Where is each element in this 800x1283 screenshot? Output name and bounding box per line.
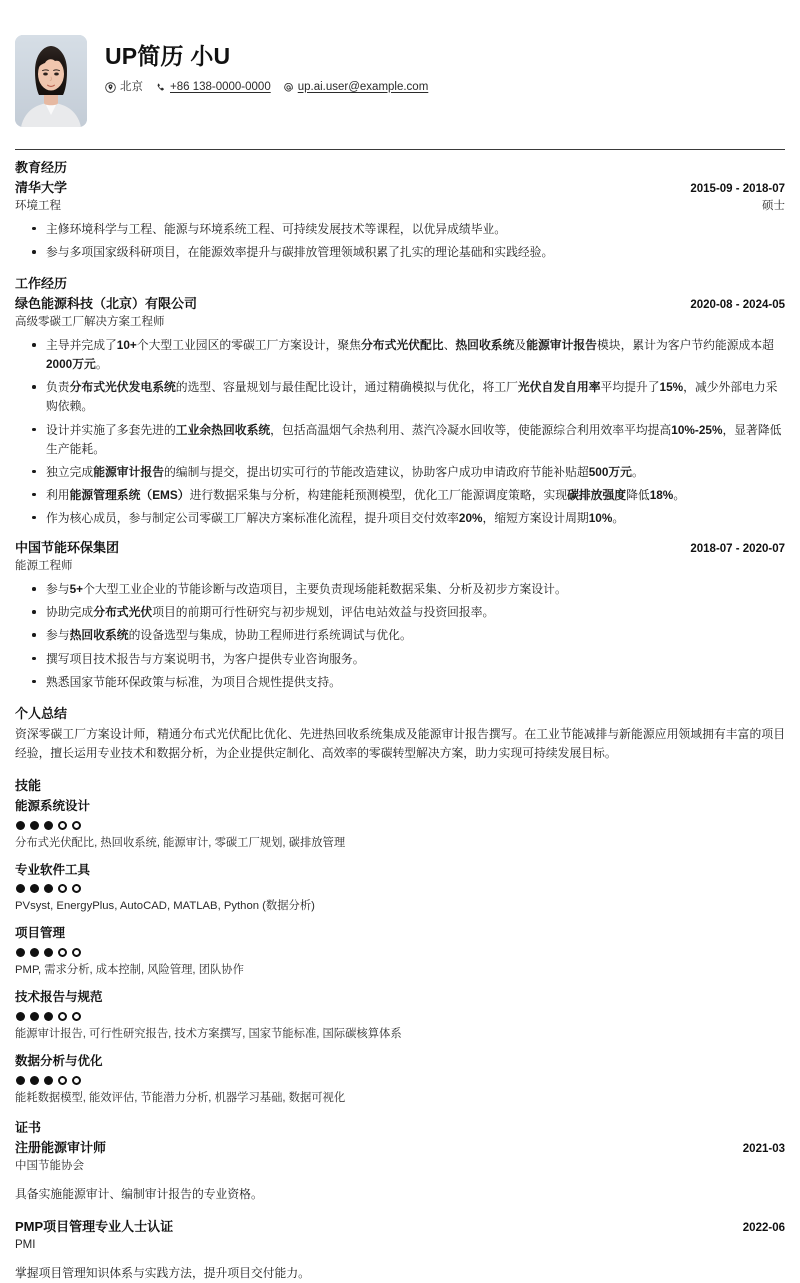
- certificate-entry: [15, 1218, 785, 1283]
- resume-header: [15, 0, 785, 127]
- contact-list: [105, 82, 785, 94]
- skill-tags: PMP, 需求分析, 成本控制, 风险管理, 团队协作: [15, 964, 244, 977]
- skill-name: 技术报告与规范: [15, 990, 103, 1005]
- bullet-item: 主导并完成了10+个大型工业园区的零碳工厂方案设计，聚焦分布式光伏配比、热回收系统及能源审计报告模块，累计为客户节约能源成本超2000万元。: [15, 336, 785, 374]
- work-entry: [15, 539, 785, 692]
- education-major: 环境工程: [15, 199, 61, 212]
- bullet-item: 参与5+个大型工业企业的节能诊断与改造项目，主要负责现场能耗数据采集、分析及初步方案设计。: [15, 580, 785, 599]
- contact-email-text[interactable]: up.ai.user@example.com: [297, 80, 429, 93]
- skill-block: [15, 861, 785, 916]
- skill-level-dots: [16, 1012, 785, 1021]
- skill-dot-filled: [16, 884, 25, 893]
- certificate-description: 具备实施能源审计、编制审计报告的专业资格。: [15, 1187, 263, 1202]
- contact-location-text: 北京: [120, 80, 143, 93]
- skill-name: 能源系统设计: [15, 799, 91, 814]
- bullet-item: 熟悉国家节能环保政策与标准，为项目合规性提供支持。: [15, 673, 785, 692]
- skill-dot-empty: [58, 884, 67, 893]
- skill-dot-filled: [16, 1076, 25, 1085]
- skill-dot-empty: [72, 1076, 81, 1085]
- bullet-item: 主修环境科学与工程、能源与环境系统工程、可持续发展技术等课程，以优异成绩毕业。: [15, 220, 785, 239]
- skill-dot-filled: [44, 948, 53, 957]
- bullet-item: 设计并实施了多套先进的工业余热回收系统，包括高温烟气余热利用、蒸汽冷凝水回收等，使能源综合利用效率平均提高10%-25%，显著降低生产能耗。: [15, 421, 785, 459]
- work-company: 绿色能源科技（北京）有限公司: [15, 296, 198, 311]
- skill-block: [15, 988, 785, 1043]
- certificate-date: 2022-06: [742, 1222, 785, 1235]
- skill-dot-filled: [16, 821, 25, 830]
- work-company: 中国节能环保集团: [15, 540, 120, 556]
- skill-tags: 能源审计报告, 可行性研究报告, 技术方案撰写, 国家节能标准, 国际碳核算体系: [15, 1027, 402, 1040]
- summary-text: 资深零碳工厂方案设计师，精通分布式光伏配比优化、先进热回收系统集成及能源审计报告撰写。在工业节能减排与新能源应用领域拥有丰富的项目经验，擅长运用专业技术和数据分析，为企业提供定制化、高效率的零碳转型解决方案，助力实现可持续发展目标。: [15, 726, 785, 761]
- education-entries: [15, 179, 785, 262]
- skill-level-dots: [16, 884, 785, 893]
- bullet-item: 利用能源管理系统（EMS）进行数据采集与分析，构建能耗预测模型，优化工厂能源调度策略，实现碳排放强度降低18%。: [15, 486, 785, 505]
- work-bullets: [15, 580, 785, 692]
- section-certificates: [15, 1119, 785, 1283]
- certificate-date: 2021-03: [742, 1143, 785, 1156]
- section-education: [15, 159, 785, 262]
- skill-level-dots: [16, 948, 785, 957]
- education-degree: 硕士: [762, 199, 785, 212]
- certificate-header: [15, 1218, 785, 1237]
- contact-phone[interactable]: [155, 82, 271, 94]
- work-entries: [15, 295, 785, 692]
- section-title-skills: 技能: [15, 778, 42, 794]
- certificate-issuer: PMI: [15, 1239, 36, 1252]
- skill-dot-empty: [72, 1012, 81, 1021]
- education-bullets: [15, 220, 785, 262]
- skill-dot-filled: [16, 948, 25, 957]
- section-title-certificates: 证书: [15, 1120, 42, 1136]
- work-bullets: [15, 336, 785, 528]
- skill-block: [15, 924, 785, 979]
- skill-dot-filled: [44, 1076, 53, 1085]
- section-skills: [15, 777, 785, 1106]
- header-text-block: [105, 35, 785, 93]
- education-entry-subheader: [15, 198, 785, 215]
- skill-name: 数据分析与优化: [15, 1053, 103, 1068]
- skill-tags: 分布式光伏配比, 热回收系统, 能源审计, 零碳工厂规划, 碳排放管理: [15, 836, 346, 849]
- work-entry: [15, 295, 785, 528]
- section-summary: [15, 705, 785, 764]
- bullet-item: 协助完成分布式光伏项目的前期可行性研究与初步规划，评估电站效益与投资回报率。: [15, 603, 785, 622]
- skill-dot-empty: [58, 1012, 67, 1021]
- skill-level-dots: [16, 821, 785, 830]
- work-entry-header: [15, 295, 785, 314]
- skill-dot-filled: [44, 884, 53, 893]
- bullet-item: 撰写项目技术报告与方案说明书，为客户提供专业咨询服务。: [15, 650, 785, 669]
- bullet-item: 独立完成能源审计报告的编制与提交，提出切实可行的节能改造建议，协助客户成功申请政府节能补贴超500万元。: [15, 463, 785, 482]
- at-email-icon: [283, 82, 294, 93]
- education-date: 2015-09 - 2018-07: [690, 182, 785, 195]
- education-entry-header: [15, 179, 785, 198]
- skill-dot-filled: [30, 1012, 39, 1021]
- certificate-entry: [15, 1139, 785, 1204]
- phone-icon: [155, 82, 166, 93]
- skill-dot-empty: [72, 884, 81, 893]
- education-school: 清华大学: [15, 179, 68, 195]
- skill-dot-filled: [44, 1012, 53, 1021]
- section-work-experience: [15, 275, 785, 692]
- skill-dot-empty: [58, 948, 67, 957]
- bullet-item: 作为核心成员，参与制定公司零碳工厂解决方案标准化流程，提升项目交付效率20%，缩短方案设计周期10%。: [15, 509, 785, 528]
- location-pin-icon: [105, 82, 116, 93]
- skill-name: 项目管理: [15, 926, 66, 941]
- skill-dot-empty: [72, 821, 81, 830]
- skill-dot-filled: [44, 821, 53, 830]
- skill-dot-filled: [16, 1012, 25, 1021]
- bullet-item: 负责分布式光伏发电系统的选型、容量规划与最佳配比设计，通过精确模拟与优化，将工厂光伏自发自用率平均提升了15%，减少外部电力采购依赖。: [15, 378, 785, 416]
- education-entry: [15, 179, 785, 262]
- contact-phone-text[interactable]: +86 138-0000-0000: [170, 80, 271, 93]
- skill-dot-filled: [30, 948, 39, 957]
- certificate-description: 掌握项目管理知识体系与实践方法，提升项目交付能力。: [15, 1266, 310, 1281]
- certificate-header: [15, 1139, 785, 1158]
- skill-level-dots: [16, 1076, 785, 1085]
- work-date: 2020-08 - 2024-05: [690, 299, 785, 311]
- skill-tags: PVsyst, EnergyPlus, AutoCAD, MATLAB, Python (数据分析): [15, 900, 315, 913]
- skill-dot-filled: [30, 1076, 39, 1085]
- skill-dot-filled: [30, 821, 39, 830]
- skill-block: [15, 1052, 785, 1107]
- skill-name: 专业软件工具: [15, 862, 91, 877]
- header-divider: [15, 149, 785, 150]
- skill-dot-empty: [58, 1076, 67, 1085]
- skill-dot-empty: [72, 948, 81, 957]
- section-title-education: 教育经历: [15, 160, 68, 175]
- section-title-work: 工作经历: [15, 276, 68, 292]
- certificate-list: [15, 1139, 785, 1283]
- skill-block: [15, 797, 785, 852]
- work-entry-header: [15, 539, 785, 558]
- certificate-name: 注册能源审计师: [15, 1140, 107, 1156]
- contact-email[interactable]: [283, 82, 429, 94]
- skill-list: [15, 797, 785, 1106]
- bullet-item: 参与多项国家级科研项目，在能源效率提升与碳排放管理领域积累了扎实的理论基础和实践经验。: [15, 243, 785, 262]
- certificate-name: PMP项目管理专业人士认证: [15, 1219, 174, 1235]
- page-title: UP简历 小U: [105, 43, 231, 69]
- contact-location: [105, 82, 143, 94]
- section-title-summary: 个人总结: [15, 705, 68, 721]
- skill-tags: 能耗数据模型, 能效评估, 节能潜力分析, 机器学习基础, 数据可视化: [15, 1091, 346, 1104]
- work-date: 2018-07 - 2020-07: [690, 543, 785, 556]
- work-role: 高级零碳工厂解决方案工程师: [15, 315, 165, 328]
- bullet-item: 参与热回收系统的设备选型与集成，协助工程师进行系统调试与优化。: [15, 626, 785, 645]
- work-role: 能源工程师: [15, 559, 73, 572]
- skill-dot-empty: [58, 821, 67, 830]
- certificate-issuer: 中国节能协会: [15, 1160, 84, 1173]
- skill-dot-filled: [30, 884, 39, 893]
- avatar: [15, 35, 87, 127]
